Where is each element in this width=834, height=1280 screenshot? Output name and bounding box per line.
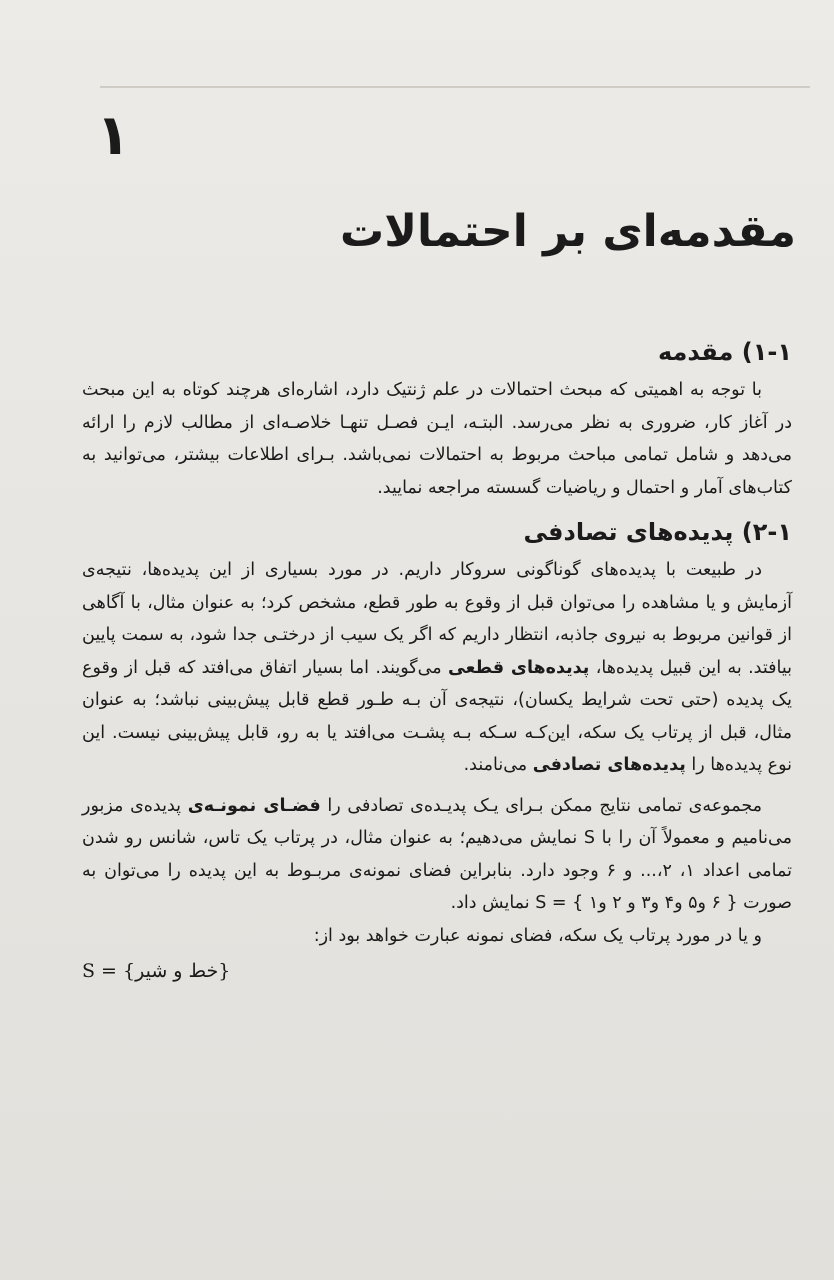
term-deterministic-events: پدیده‌های قطعی	[447, 657, 590, 678]
coin-paragraph: و یا در مورد پرتاب یک سکه، فضای نمونه عبارت خواهد بود از:	[313, 925, 762, 946]
section-heading-random-events: ۲-۱) پدیده‌های تصادفی	[523, 518, 792, 546]
chapter-title: مقدمه‌ای بر احتمالات	[340, 206, 796, 257]
text-run: می‌گویند. اما بسیار اتفاق می‌افتد که قبل از وقوع یک پدیده (حتی تحت شرایط یکسان)، نتیجه‌ی آن بـه طـور قطع قابل پیش‌بینی نباشد؛ به عنوان مثال، قبل از پرتاب یک سکه، این‌کـه سـکه بـه پشـت می‌افتد یا به رو، قابل پیش‌بینی نیست. این نوع پدیده‌ها را	[82, 657, 792, 775]
section-heading-intro: ۱-۱) مقدمه	[658, 338, 792, 366]
intro-paragraph: با توجه به اهمیتی که مبحث احتمالات در علم ژنتیک دارد، اشاره‌ای هرچند کوتاه به این مبحث در آغاز کار، ضروری به نظر می‌رسد. البتـه، ایـن فصـل تنهـا خلاصـه‌ای از مطالب لازم را ارائه می‌دهد و شامل تمامی مباحث مربوط به احتمالات نمی‌باشد. بـرای اطلاعات بیشتر، می‌توانید به کتاب‌های آمار و احتمال و ریاضیات گسسته مراجعه نمایید.	[82, 380, 792, 498]
text-run: مجموعه‌ی تمامی نتایج ممکن بـرای یـک پدیـده‌ی تصادفی را	[320, 795, 762, 816]
text-run: در طبیعت با پدیده‌های گوناگونی سروکار داریم. در مورد بسیاری از این پدیده‌ها، نتیجه‌ی آزمایش و یا مشاهده را می‌توان قبل از وقوع به طور قطع، مشخص کرد؛ به عنوان مثال، با آگاهی از قوانین مربوط به نیروی جاذبه، انتظار داریم که اگر یک سیب از درختـی جدا شود، به سمت پایین بیافتد. به این قبیل پدیده‌ها،	[82, 560, 792, 678]
text-run: می‌نامند.	[463, 755, 533, 775]
sample-space-paragraph	[82, 790, 792, 920]
header-rule	[100, 86, 810, 88]
chapter-number: ۱	[96, 103, 131, 168]
random-events-paragraph	[82, 554, 792, 782]
text-run: پدیده‌ی مزبور می‌نامیم و معمولاً آن را با S نمایش می‌دهیم؛ به عنوان مثال، در پرتاب یک تاس، شانس رو شدن تمامی اعداد ۱، ۲،... و ۶ وجود دارد. بنابراین فضای نمونه‌ی مربـوط به این پدیده را می‌توان به صورت { ۶ و۵ و۴ و۳ و ۲ و۱ } = S نمایش داد.	[82, 795, 793, 913]
term-random-events: پدیده‌های تصادفی	[532, 755, 686, 775]
term-sample-space: فضـای نمونـه‌ی	[187, 795, 321, 816]
coin-sample-space-formula: S = {خط و شیر}	[82, 960, 231, 982]
page-body	[82, 334, 792, 982]
